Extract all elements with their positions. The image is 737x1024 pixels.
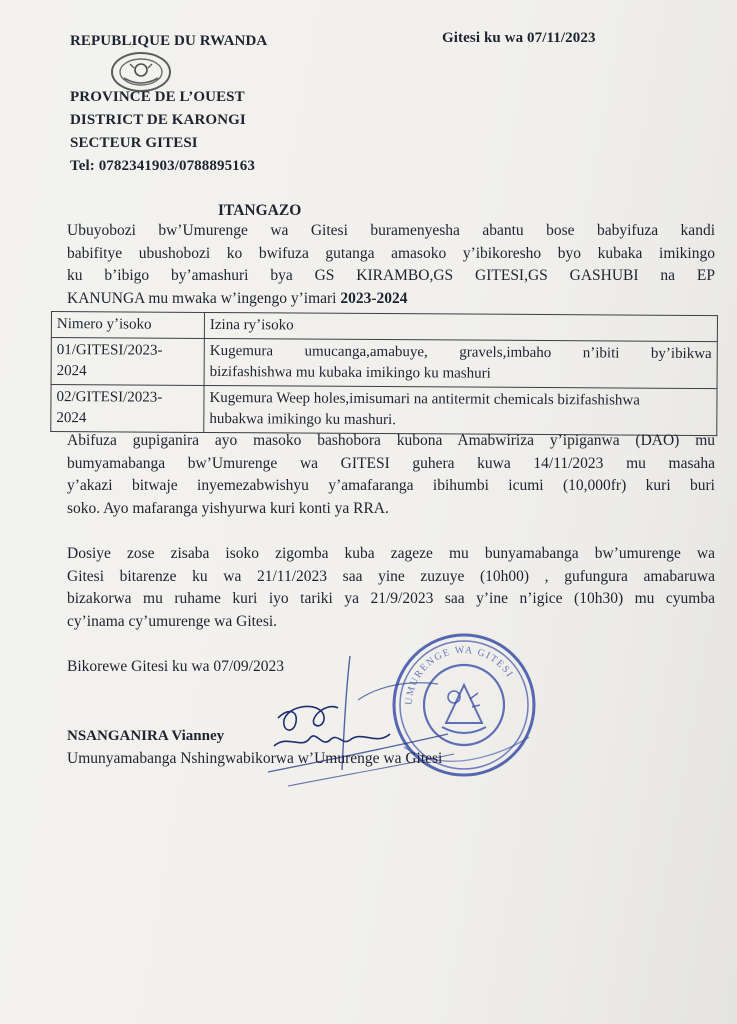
intro-line: babifitye ubushobozi ko bwifuza gutanga amasoko y’ibikoresho byo kubaka imikingo [67,244,715,262]
tender-name-cell [204,338,717,388]
notice-title: ITANGAZO [218,202,302,219]
column-header: Izina ry’isoko [204,312,717,341]
tender-name-line: Kugemura Weep holes,imisumari na antitermit chemicals bizifashishwa [209,389,640,409]
paragraph-line: cy’inama cy’umurenge wa Gitesi. [67,612,278,630]
signer-name: NSANGANIRA Vianney [67,728,225,744]
tender-name-line: bizifashishwa mu kubaka imikingo ku mashuri [209,363,491,382]
signer-role: Umunyamabanga Nshingwabikorwa w’Umurenge wa Gitesi [67,750,443,767]
intro-line: Ubuyobozi bw’Umurenge wa Gitesi buramenyesha abantu bose babyifuza kandi [67,222,715,239]
tender-name-line: hubakwa imikingo ku mashuri. [209,410,397,429]
intro-last-line [67,288,715,311]
stamp-text: UMURENGE WA GITESI [403,644,516,706]
tender-number-cell [51,385,204,433]
paragraph-line: Gitesi bitarenze ku wa 21/11/2023 saa yine zuzuye (10h00) , gufungura amabaruwa [67,567,715,585]
submission-paragraph [67,543,715,633]
tender-number-cell [51,338,204,386]
tender-name-line: Kugemura umucanga,amabuye, gravels,imbaho n’ibiti by’ibikwa [209,342,712,363]
header-phone: Tel: 0782341903/0788895163 [70,158,255,174]
tender-number-line: 02/GITESI/2023- [56,389,163,406]
done-at: Bikorewe Gitesi ku wa 07/09/2023 [67,658,284,675]
tender-name-cell [204,385,717,435]
paragraph-line: soko. Ayo mafaranga yishyurwa kuri konti ya RRA. [67,499,389,517]
tender-number-line: 2024 [56,363,87,380]
header-date: Gitesi ku wa 07/11/2023 [442,30,596,46]
intro-line: ku b’ibigo by’amashuri bya GS KIRAMBO,GS GITESI,GS GASHUBI na EP [67,267,715,284]
paragraph-line: Abifuza gupiganira ayo masoko bashobora kubona Amabwiriza y’ipiganwa (DAO) mu [67,432,715,449]
paragraph-line: Dosiye zose zisaba isoko zigomba kuba zageze mu bunyamabanga bw’umurenge wa [67,545,715,562]
paragraph-line: y’akazi bitwaje inyemezabwishyu y’amafaranga ibihumbi icumi (10,000fr) kuri buri [67,477,715,494]
tender-number-line: 2024 [56,410,87,427]
bid-documents-paragraph [67,430,715,520]
table-row [51,385,717,436]
intro-line: KANUNGA mu mwaka w’ingengo y’imari [67,289,341,307]
tender-number-line: 01/GITESI/2023- [56,342,163,359]
header-republic: REPUBLIQUE DU RWANDA [70,33,268,49]
table-row [51,338,717,389]
header-district: DISTRICT DE KARONGI [70,112,246,128]
fiscal-year: 2023-2024 [340,289,408,307]
header-province: PROVINCE DE L’OUEST [70,89,245,105]
intro-paragraph [67,220,715,310]
column-header: Nimero y’isoko [51,312,204,339]
paragraph-line: bizakorwa mu ruhame kuri iyo tariki ya 21/9/2023 saa y’ine n’igice (10h30) mu cyumba [67,590,715,607]
signature [258,650,458,800]
header-sector: SECTEUR GITESI [70,135,198,151]
table-header-row [51,312,717,342]
tenders-table [50,311,718,436]
paragraph-line: bumyamabanga bw’Umurenge wa GITESI guhera kuwa 14/11/2023 mu masaha [67,454,715,472]
